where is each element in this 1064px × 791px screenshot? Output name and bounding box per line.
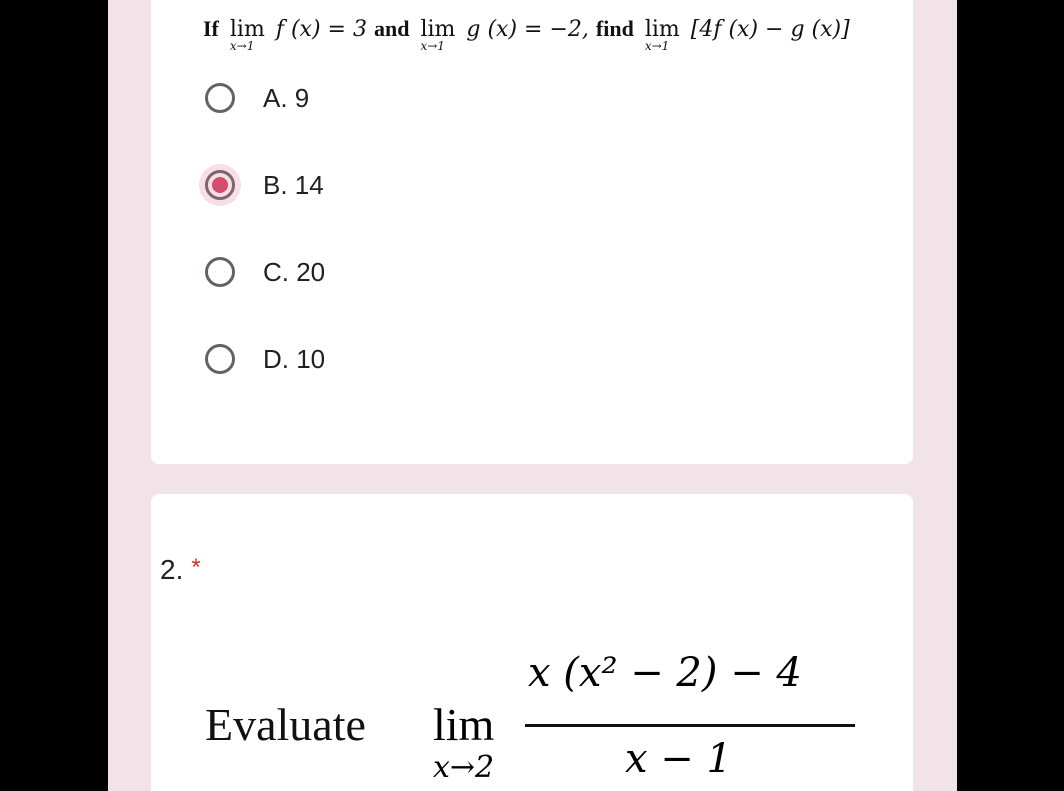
q1-and: and <box>373 16 410 41</box>
radio-button-b-selected[interactable] <box>205 170 235 200</box>
question-2-number <box>160 554 201 586</box>
option-c[interactable] <box>205 250 325 294</box>
option-c-label: C. 20 <box>263 256 326 287</box>
q1-limit-3 <box>644 17 680 53</box>
question-card-1 <box>151 0 913 464</box>
question-number: 2. <box>160 554 184 585</box>
q1-f-expr: f (x) = 3 <box>275 17 367 42</box>
radio-button-a[interactable] <box>205 83 235 113</box>
q1-prefix: If <box>203 16 219 41</box>
option-d[interactable] <box>205 337 325 381</box>
q1-lim-word-3: lim <box>644 17 680 42</box>
required-asterisk: * <box>191 554 201 581</box>
radio-button-d[interactable] <box>205 344 235 374</box>
q2-lim-sub: x→2 <box>433 750 495 785</box>
option-a[interactable] <box>205 76 309 120</box>
option-b-label: B. 14 <box>263 169 324 200</box>
q1-lim-word-2: lim <box>420 17 456 42</box>
q2-lim-word: lim <box>433 699 495 750</box>
q1-find: find <box>595 16 634 41</box>
q2-numerator: x (x² − 2) − 4 <box>528 650 802 696</box>
option-a-label: A. 9 <box>263 82 310 113</box>
option-d-label: D. 10 <box>263 343 326 374</box>
q1-lim-sub-1: x→1 <box>229 39 255 53</box>
question-1-text <box>203 16 850 53</box>
evaluate-word: Evaluate <box>205 699 366 750</box>
q1-limit-2 <box>420 17 456 53</box>
q1-lim-word-1: lim <box>229 17 265 42</box>
q1-limit-1 <box>229 17 265 53</box>
q1-lim-sub-3: x→1 <box>644 39 670 53</box>
q1-target-expr: [4f (x) − g (x)] <box>690 17 850 42</box>
radio-button-c[interactable] <box>205 257 235 287</box>
option-b[interactable] <box>205 163 324 207</box>
q2-denominator: x − 1 <box>625 736 732 782</box>
form-page <box>108 0 957 791</box>
q1-lim-sub-2: x→1 <box>420 39 445 53</box>
q1-g-expr: g (x) = −2, <box>466 17 589 42</box>
fraction-bar <box>525 724 855 727</box>
